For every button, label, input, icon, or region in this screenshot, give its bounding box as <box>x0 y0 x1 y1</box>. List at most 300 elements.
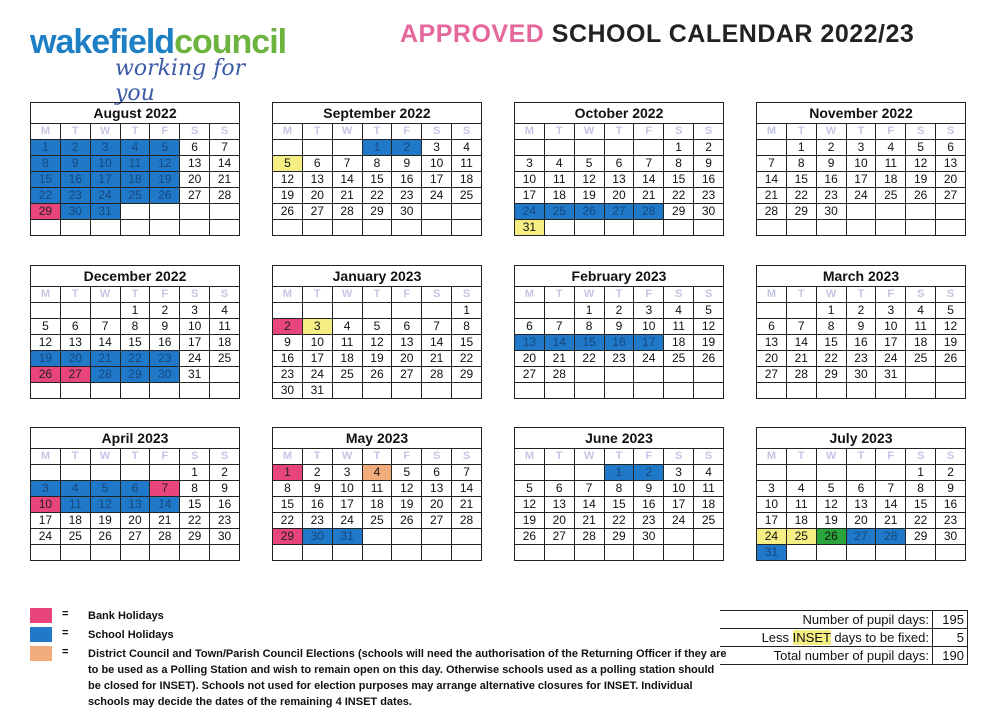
weekday-label: S <box>180 287 210 303</box>
day-cell: 28 <box>210 188 240 204</box>
week-row <box>515 188 724 204</box>
day-cell: 12 <box>906 156 936 172</box>
day-cell: 6 <box>120 481 150 497</box>
weekday-label: F <box>876 124 906 140</box>
day-cell: 25 <box>906 351 936 367</box>
empty-cell <box>604 545 634 561</box>
day-cell: 28 <box>786 367 816 383</box>
empty-cell <box>273 140 303 156</box>
weekday-header-row <box>273 449 482 465</box>
empty-cell <box>876 383 906 399</box>
empty-cell <box>936 204 966 220</box>
weekday-label: T <box>60 124 90 140</box>
week-row <box>757 220 966 236</box>
empty-cell <box>452 204 482 220</box>
weekday-label: T <box>362 287 392 303</box>
day-cell: 22 <box>906 513 936 529</box>
weekday-header-row <box>515 287 724 303</box>
day-cell: 14 <box>757 172 787 188</box>
empty-cell <box>60 383 90 399</box>
week-row <box>273 513 482 529</box>
empty-cell <box>120 220 150 236</box>
day-cell: 17 <box>664 497 694 513</box>
day-cell: 12 <box>936 319 966 335</box>
empty-cell <box>302 220 332 236</box>
day-cell: 24 <box>31 529 61 545</box>
empty-cell <box>694 383 724 399</box>
total-days-label: Total number of pupil days: <box>720 647 933 665</box>
empty-cell <box>664 545 694 561</box>
month-march-2023 <box>756 265 966 399</box>
day-cell: 16 <box>302 497 332 513</box>
month-table <box>30 286 240 399</box>
day-cell: 29 <box>180 529 210 545</box>
day-cell: 13 <box>60 335 90 351</box>
weekday-label: T <box>846 287 876 303</box>
week-row <box>515 351 724 367</box>
day-cell: 18 <box>906 335 936 351</box>
day-cell: 3 <box>90 140 120 156</box>
day-cell: 17 <box>422 172 452 188</box>
week-row <box>515 172 724 188</box>
weekday-label: F <box>392 449 422 465</box>
day-cell: 17 <box>515 188 545 204</box>
month-table <box>514 123 724 236</box>
day-cell: 30 <box>150 367 180 383</box>
day-cell: 11 <box>362 481 392 497</box>
month-table <box>30 123 240 236</box>
day-cell: 16 <box>604 335 634 351</box>
day-cell: 23 <box>60 188 90 204</box>
inset-days-row <box>720 629 968 647</box>
day-cell: 14 <box>544 335 574 351</box>
day-cell: 11 <box>544 172 574 188</box>
week-row <box>273 188 482 204</box>
day-cell: 5 <box>515 481 545 497</box>
day-cell: 24 <box>422 188 452 204</box>
day-cell: 25 <box>786 529 816 545</box>
week-row <box>31 220 240 236</box>
day-cell: 26 <box>574 204 604 220</box>
day-cell: 17 <box>180 335 210 351</box>
day-cell: 21 <box>786 351 816 367</box>
week-row <box>757 481 966 497</box>
day-cell: 14 <box>150 497 180 513</box>
week-row <box>31 204 240 220</box>
empty-cell <box>694 220 724 236</box>
day-cell: 5 <box>694 303 724 319</box>
day-cell: 23 <box>846 351 876 367</box>
empty-cell <box>120 383 150 399</box>
week-row <box>515 156 724 172</box>
day-cell: 29 <box>31 204 61 220</box>
day-cell: 27 <box>544 529 574 545</box>
empty-cell <box>876 545 906 561</box>
week-row <box>31 172 240 188</box>
day-cell: 31 <box>302 383 332 399</box>
day-cell: 29 <box>816 367 846 383</box>
month-name: May 2023 <box>272 427 482 448</box>
day-cell: 26 <box>362 367 392 383</box>
day-cell: 30 <box>936 529 966 545</box>
day-cell: 3 <box>422 140 452 156</box>
week-row <box>515 481 724 497</box>
empty-cell <box>876 465 906 481</box>
weekday-label: F <box>150 287 180 303</box>
day-cell: 3 <box>664 465 694 481</box>
day-cell: 10 <box>876 319 906 335</box>
day-cell: 16 <box>816 172 846 188</box>
weekday-label: W <box>816 124 846 140</box>
month-may-2023 <box>272 427 482 561</box>
empty-cell <box>515 545 545 561</box>
empty-cell <box>90 383 120 399</box>
day-cell: 26 <box>694 351 724 367</box>
empty-cell <box>392 529 422 545</box>
month-table <box>272 123 482 236</box>
day-cell: 16 <box>846 335 876 351</box>
day-cell: 2 <box>392 140 422 156</box>
day-cell: 23 <box>392 188 422 204</box>
weekday-label: S <box>906 449 936 465</box>
day-cell: 5 <box>150 140 180 156</box>
weekday-label: F <box>876 449 906 465</box>
empty-cell <box>574 545 604 561</box>
week-row <box>515 335 724 351</box>
day-cell: 21 <box>574 513 604 529</box>
week-row <box>31 140 240 156</box>
day-cell: 7 <box>452 465 482 481</box>
empty-cell <box>515 465 545 481</box>
pupil-days-value: 195 <box>933 611 968 629</box>
empty-cell <box>936 545 966 561</box>
day-cell: 2 <box>60 140 90 156</box>
day-cell: 21 <box>452 497 482 513</box>
day-cell: 30 <box>60 204 90 220</box>
day-cell: 21 <box>90 351 120 367</box>
day-cell: 10 <box>180 319 210 335</box>
day-cell: 21 <box>876 513 906 529</box>
week-row <box>757 204 966 220</box>
day-cell: 8 <box>120 319 150 335</box>
day-cell: 1 <box>273 465 303 481</box>
day-cell: 5 <box>90 481 120 497</box>
day-cell: 14 <box>876 497 906 513</box>
weekday-label: W <box>574 124 604 140</box>
month-table <box>514 286 724 399</box>
week-row <box>515 303 724 319</box>
empty-cell <box>786 465 816 481</box>
weekday-label: W <box>90 449 120 465</box>
wakefield-council-logo <box>30 22 287 106</box>
day-cell: 26 <box>816 529 846 545</box>
empty-cell <box>906 545 936 561</box>
day-cell: 24 <box>846 188 876 204</box>
empty-cell <box>786 545 816 561</box>
day-cell: 1 <box>574 303 604 319</box>
week-row <box>273 319 482 335</box>
empty-cell <box>362 303 392 319</box>
week-row <box>757 335 966 351</box>
day-cell: 27 <box>120 529 150 545</box>
empty-cell <box>757 383 787 399</box>
day-cell: 2 <box>846 303 876 319</box>
month-table <box>272 286 482 399</box>
day-cell: 13 <box>392 335 422 351</box>
empty-cell <box>210 220 240 236</box>
empty-cell <box>392 220 422 236</box>
day-cell: 2 <box>302 465 332 481</box>
empty-cell <box>150 465 180 481</box>
day-cell: 19 <box>90 513 120 529</box>
day-cell: 29 <box>604 529 634 545</box>
day-cell: 28 <box>150 529 180 545</box>
day-cell: 6 <box>392 319 422 335</box>
empty-cell <box>273 303 303 319</box>
weekday-header-row <box>273 287 482 303</box>
weekday-label: F <box>150 449 180 465</box>
day-cell: 14 <box>210 156 240 172</box>
weekday-label: W <box>90 287 120 303</box>
day-cell: 15 <box>906 497 936 513</box>
day-cell: 31 <box>757 545 787 561</box>
day-cell: 10 <box>90 156 120 172</box>
month-name: June 2023 <box>514 427 724 448</box>
empty-cell <box>634 383 664 399</box>
week-row <box>31 513 240 529</box>
day-cell: 20 <box>936 172 966 188</box>
weekday-header-row <box>273 124 482 140</box>
empty-cell <box>31 465 61 481</box>
empty-cell <box>515 140 545 156</box>
weekday-label: T <box>120 449 150 465</box>
week-row <box>757 465 966 481</box>
day-cell: 16 <box>634 497 664 513</box>
empty-cell <box>392 383 422 399</box>
empty-cell <box>90 545 120 561</box>
month-name: February 2023 <box>514 265 724 286</box>
day-cell: 26 <box>392 513 422 529</box>
day-cell: 15 <box>120 335 150 351</box>
day-cell: 15 <box>362 172 392 188</box>
empty-cell <box>786 303 816 319</box>
weekday-label: S <box>210 449 240 465</box>
day-cell: 4 <box>120 140 150 156</box>
day-cell: 29 <box>664 204 694 220</box>
month-table <box>272 448 482 561</box>
week-row <box>515 367 724 383</box>
day-cell: 1 <box>906 465 936 481</box>
week-row <box>757 367 966 383</box>
day-cell: 2 <box>634 465 664 481</box>
empty-cell <box>60 465 90 481</box>
day-cell: 18 <box>452 172 482 188</box>
page-title: APPROVED SCHOOL CALENDAR 2022/23 <box>400 20 915 48</box>
day-cell: 3 <box>180 303 210 319</box>
day-cell: 28 <box>332 204 362 220</box>
day-cell: 25 <box>60 529 90 545</box>
empty-cell <box>273 220 303 236</box>
total-days-row <box>720 647 968 665</box>
weekday-label: S <box>694 287 724 303</box>
empty-cell <box>210 545 240 561</box>
week-row <box>31 481 240 497</box>
day-cell: 5 <box>362 319 392 335</box>
day-cell: 1 <box>452 303 482 319</box>
weekday-label: T <box>544 449 574 465</box>
pupil-days-summary <box>720 610 968 665</box>
weekday-header-row <box>31 124 240 140</box>
empty-cell <box>574 367 604 383</box>
day-cell: 24 <box>515 204 545 220</box>
empty-cell <box>362 220 392 236</box>
day-cell: 12 <box>150 156 180 172</box>
day-cell: 28 <box>876 529 906 545</box>
day-cell: 13 <box>757 335 787 351</box>
day-cell: 9 <box>150 319 180 335</box>
day-cell: 15 <box>786 172 816 188</box>
day-cell: 20 <box>120 513 150 529</box>
day-cell: 11 <box>906 319 936 335</box>
empty-cell <box>816 220 846 236</box>
day-cell: 17 <box>757 513 787 529</box>
empty-cell <box>846 383 876 399</box>
inset-days-label: Less INSET days to be fixed: <box>720 629 933 647</box>
empty-cell <box>452 220 482 236</box>
day-cell: 8 <box>816 319 846 335</box>
empty-cell <box>31 220 61 236</box>
day-cell: 20 <box>846 513 876 529</box>
weekday-label: S <box>694 124 724 140</box>
day-cell: 18 <box>210 335 240 351</box>
day-cell: 9 <box>302 481 332 497</box>
day-cell: 19 <box>906 172 936 188</box>
day-cell: 21 <box>332 188 362 204</box>
week-row <box>273 481 482 497</box>
day-cell: 16 <box>150 335 180 351</box>
day-cell: 27 <box>515 367 545 383</box>
day-cell: 21 <box>150 513 180 529</box>
month-february-2023 <box>514 265 724 399</box>
day-cell: 19 <box>31 351 61 367</box>
month-name: July 2023 <box>756 427 966 448</box>
weekday-label: S <box>452 287 482 303</box>
day-cell: 14 <box>452 481 482 497</box>
empty-cell <box>574 383 604 399</box>
day-cell: 29 <box>120 367 150 383</box>
empty-cell <box>60 545 90 561</box>
day-cell: 31 <box>90 204 120 220</box>
weekday-label: S <box>936 287 966 303</box>
weekday-label: W <box>332 124 362 140</box>
empty-cell <box>876 204 906 220</box>
weekday-label: F <box>392 124 422 140</box>
day-cell: 29 <box>362 204 392 220</box>
day-cell: 9 <box>936 481 966 497</box>
week-row <box>515 140 724 156</box>
day-cell: 1 <box>816 303 846 319</box>
empty-cell <box>664 529 694 545</box>
empty-cell <box>816 383 846 399</box>
weekday-header-row <box>515 124 724 140</box>
day-cell: 16 <box>694 172 724 188</box>
day-cell: 13 <box>180 156 210 172</box>
day-cell: 25 <box>452 188 482 204</box>
day-cell: 26 <box>150 188 180 204</box>
day-cell: 9 <box>60 156 90 172</box>
weekday-label: T <box>604 124 634 140</box>
day-cell: 25 <box>544 204 574 220</box>
day-cell: 9 <box>210 481 240 497</box>
day-cell: 16 <box>392 172 422 188</box>
day-cell: 18 <box>786 513 816 529</box>
empty-cell <box>694 367 724 383</box>
day-cell: 30 <box>816 204 846 220</box>
day-cell: 13 <box>604 172 634 188</box>
week-row <box>757 513 966 529</box>
day-cell: 19 <box>392 497 422 513</box>
day-cell: 8 <box>180 481 210 497</box>
day-cell: 26 <box>273 204 303 220</box>
day-cell: 12 <box>816 497 846 513</box>
empty-cell <box>210 383 240 399</box>
month-november-2022 <box>756 102 966 236</box>
empty-cell <box>757 303 787 319</box>
week-row <box>273 303 482 319</box>
day-cell: 11 <box>332 335 362 351</box>
day-cell: 19 <box>936 335 966 351</box>
day-cell: 7 <box>634 156 664 172</box>
day-cell: 22 <box>816 351 846 367</box>
week-row <box>31 319 240 335</box>
day-cell: 12 <box>574 172 604 188</box>
day-cell: 15 <box>604 497 634 513</box>
weekday-label: W <box>574 449 604 465</box>
day-cell: 24 <box>664 513 694 529</box>
day-cell: 24 <box>90 188 120 204</box>
weekday-label: S <box>422 287 452 303</box>
day-cell: 11 <box>120 156 150 172</box>
week-row <box>273 367 482 383</box>
day-cell: 19 <box>574 188 604 204</box>
pupil-days-row <box>720 611 968 629</box>
day-cell: 18 <box>694 497 724 513</box>
day-cell: 31 <box>876 367 906 383</box>
empty-cell <box>362 545 392 561</box>
empty-cell <box>120 545 150 561</box>
day-cell: 14 <box>422 335 452 351</box>
day-cell: 23 <box>936 513 966 529</box>
empty-cell <box>664 367 694 383</box>
day-cell: 7 <box>90 319 120 335</box>
week-row <box>757 303 966 319</box>
empty-cell <box>936 367 966 383</box>
weekday-label: S <box>180 449 210 465</box>
day-cell: 13 <box>846 497 876 513</box>
day-cell: 25 <box>120 188 150 204</box>
week-row <box>31 351 240 367</box>
empty-cell <box>906 204 936 220</box>
day-cell: 27 <box>936 188 966 204</box>
day-cell: 7 <box>210 140 240 156</box>
week-row <box>31 465 240 481</box>
empty-cell <box>332 545 362 561</box>
week-row <box>515 513 724 529</box>
weekday-label: S <box>664 287 694 303</box>
month-name: December 2022 <box>30 265 240 286</box>
empty-cell <box>846 220 876 236</box>
day-cell: 8 <box>604 481 634 497</box>
